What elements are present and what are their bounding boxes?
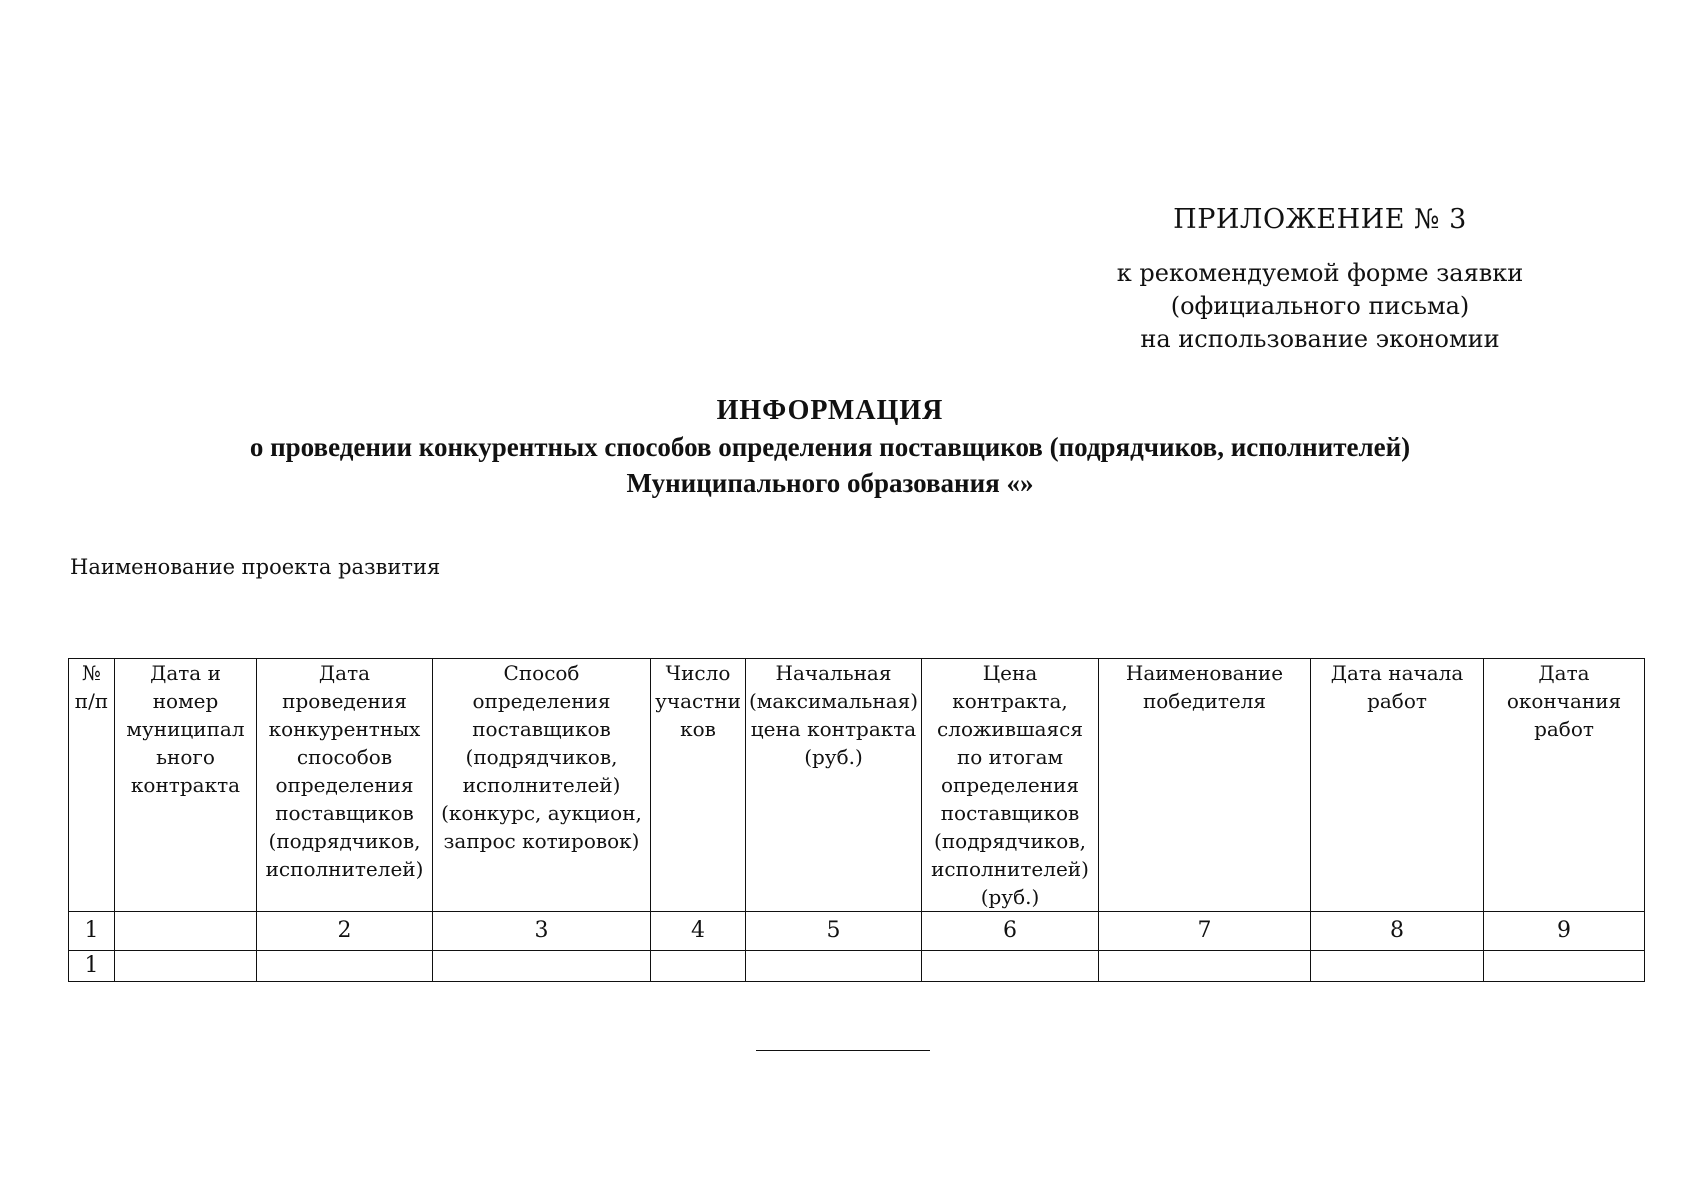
column-number: 1 (69, 912, 115, 951)
column-numbering-row (69, 912, 1645, 951)
table-cell: 1 (69, 951, 115, 982)
column-header-procedure-date: Дата проведения конкурентных способов определения поставщиков (подрядчиков, исполнителей) (257, 659, 433, 912)
table-cell (433, 951, 651, 982)
footer-divider (756, 1050, 930, 1051)
column-header-end-date: Дата окончания работ (1484, 659, 1645, 912)
column-header-final-price: Цена контракта, сложившаяся по итогам определения поставщиков (подрядчиков, исполнителей) (руб.) (922, 659, 1099, 912)
appendix-subtitle (1000, 257, 1640, 356)
table-cell (257, 951, 433, 982)
column-number: 5 (746, 912, 922, 951)
appendix-line-1: к рекомендуемой форме заявки (1116, 259, 1524, 287)
document-title: ИНФОРМАЦИЯ (716, 395, 944, 426)
table-cell (1311, 951, 1484, 982)
column-header-participants: Число участни ков (651, 659, 746, 912)
project-name-label: Наименование проекта развития (70, 555, 441, 579)
table-cell (746, 951, 922, 982)
document-subtitle-1: о проведении конкурентных способов определения поставщиков (подрядчиков, исполнителей) (249, 432, 1411, 462)
column-header-method: Способ определения поставщиков (подрядчиков, исполнителей) (конкурс, аукцион, запрос котировок) (433, 659, 651, 912)
table-cell (115, 951, 257, 982)
column-number: 9 (1484, 912, 1645, 951)
column-number (115, 912, 257, 951)
table-row (69, 951, 1645, 982)
column-header-number: № п/п (69, 659, 115, 912)
table-cell (1484, 951, 1645, 982)
table-cell (651, 951, 746, 982)
appendix-title: ПРИЛОЖЕНИЕ № 3 (1173, 204, 1467, 235)
column-number: 4 (651, 912, 746, 951)
document-subtitle-2: Муниципального образования «» (626, 468, 1034, 498)
column-number: 2 (257, 912, 433, 951)
appendix-line-2: (официального письма) (1170, 292, 1470, 320)
column-header-start-date: Дата начала работ (1311, 659, 1484, 912)
table-cell (922, 951, 1099, 982)
table-cell (1099, 951, 1311, 982)
column-header-initial-price: Начальная (максимальная) цена контракта (руб.) (746, 659, 922, 912)
column-number: 3 (433, 912, 651, 951)
column-number: 6 (922, 912, 1099, 951)
column-header-winner: Наименование победителя (1099, 659, 1311, 912)
table-header-row (69, 659, 1645, 912)
column-number: 7 (1099, 912, 1311, 951)
column-number: 8 (1311, 912, 1484, 951)
appendix-line-3: на использование экономии (1140, 325, 1500, 353)
procurement-info-table (68, 658, 1645, 982)
document-heading (0, 393, 1660, 501)
column-header-contract: Дата и номер муниципал ьного контракта (115, 659, 257, 912)
